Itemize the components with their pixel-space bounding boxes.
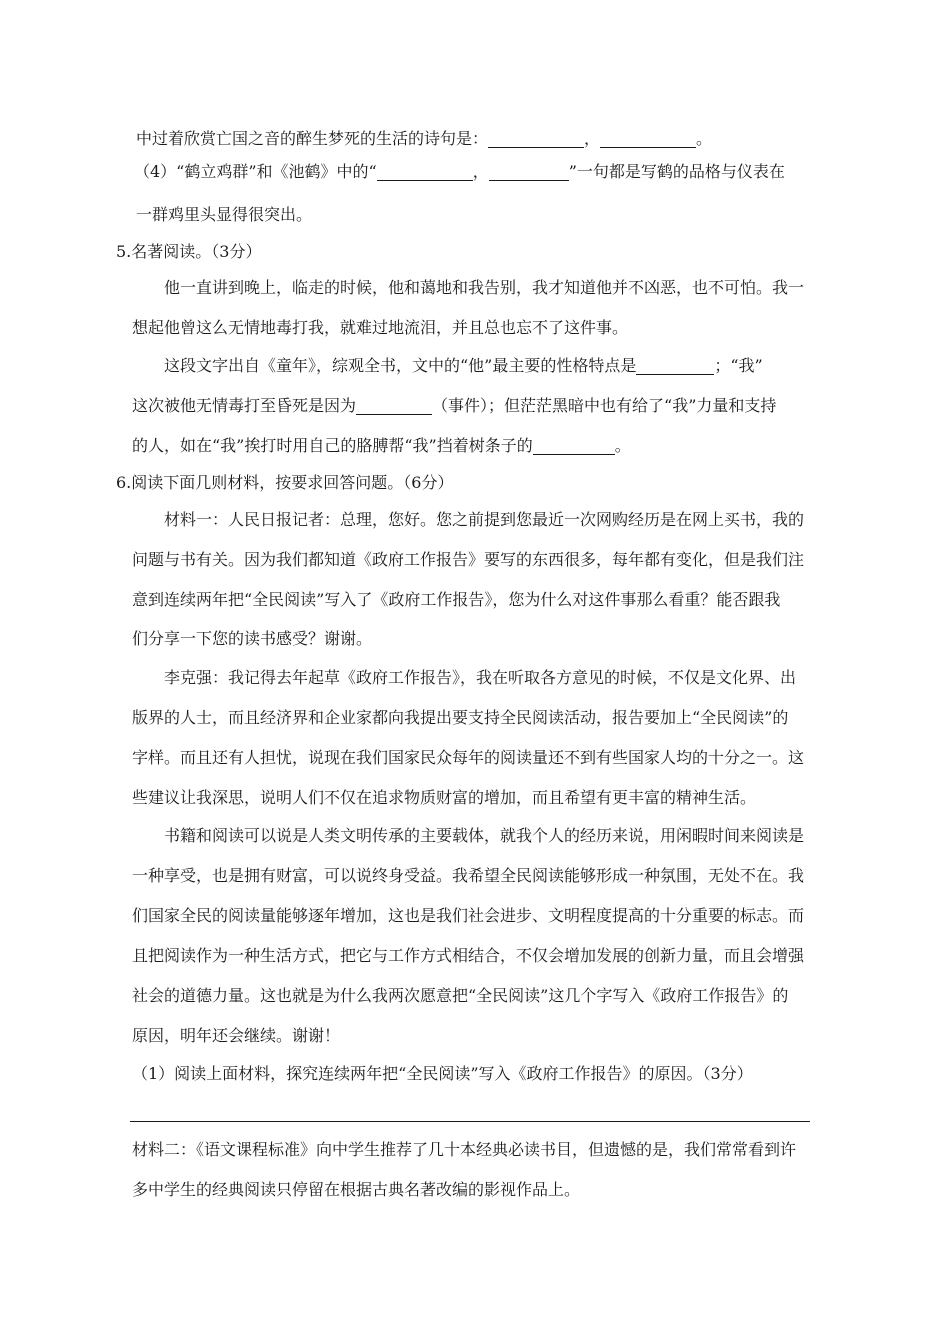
q6-para3-line-5: 社会的道德力量。这也就是为什么我两次愿意把“全民阅读”这几个字写入《政府工作报告》的 (132, 986, 789, 1005)
q6-para3-line-3: 们国家全民的阅读量能够逐年增加，这也是我们社会进步、文明程度提高的十分重要的标志。而 (132, 906, 805, 925)
q5-heading: 5.名著阅读。（3分） (116, 242, 262, 261)
q4-period-1: 。 (696, 129, 713, 148)
q6-para3-line-4: 且把阅读作为一种生活方式，把它与工作方式相结合，不仅会增加发展的创新力量，而且会增强 (132, 946, 805, 965)
q5-question-line-1 (164, 354, 763, 378)
q5-passage-line-2: 想起他曾这么无情地毒打我，就难过地流泪，并且总也忘不了这件事。 (132, 318, 629, 337)
q5-blank-2[interactable] (356, 396, 432, 415)
q5-question-line-2 (132, 394, 776, 418)
q5-question-line-3 (132, 434, 631, 458)
q6-material1-line-3: 意到连续两年把“全民阅读”写入了《政府工作报告》，您为什么对这件事那么看重？能否跟我 (132, 590, 781, 609)
q4-line-1 (136, 127, 712, 151)
q6-para3-line-1: 书籍和阅读可以说是人类文明传承的主要载体，就我个人的经历来说，用闲暇时间来阅读是 (164, 826, 805, 845)
q4-comma-1: ， (584, 129, 601, 148)
q4-text-2: （4）“鹤立鸡群”和《池鹤》中的“ (134, 162, 377, 181)
q6-material1-line-2: 问题与书有关。因为我们都知道《政府工作报告》要写的东西很多，每年都有变化，但是我们注 (132, 550, 805, 569)
q5-text-1: 这段文字出自《童年》，综观全书，文中的“他”最主要的性格特点是 (164, 356, 637, 375)
q6-material1-line-4: 们分享一下您的读书感受？谢谢。 (132, 629, 373, 648)
q6-lkq-line-4: 些建议让我深思，说明人们不仅在追求物质财富的增加，而且希望有更丰富的精神生活。 (132, 788, 757, 807)
q6-para3-line-6: 原因，明年还会继续。谢谢！ (132, 1026, 341, 1045)
q5-passage-line-1: 他一直讲到晚上，临走的时候，他和蔼地和我告别，我才知道他并不凶恶，也不可怕。我一 (164, 278, 805, 297)
q4-blank-1[interactable] (488, 129, 584, 148)
q5-text-5: 的人，如在“我”挨打时用自己的胳膊帮“我”挡着树条子的 (132, 436, 533, 455)
q6-para3-line-2: 一种享受，也是拥有财富，可以说终身受益。我希望全民阅读能够形成一种氛围，无处不在。我 (132, 866, 805, 885)
q4-blank-2[interactable] (600, 129, 696, 148)
q4-line-3: 一群鸡里头显得很突出。 (136, 205, 313, 224)
q4-text-1: 中过着欣赏亡国之音的醉生梦死的生活的诗句是： (136, 129, 489, 148)
q6-material2-line-1: 材料二：《语文课程标准》向中学生推荐了几十本经典必读书目，但遗憾的是，我们常常看到许 (132, 1140, 797, 1159)
q6-lkq-line-1: 李克强：我记得去年起草《政府工作报告》，我在听取各方意见的时候，不仅是文化界、出 (164, 668, 797, 687)
q5-blank-3[interactable] (533, 436, 615, 455)
q5-text-3: 这次被他无情毒打至昏死是因为 (132, 396, 357, 415)
q4-text-3: ”一句都是写鹤的品格与仪表在 (568, 162, 785, 181)
q5-text-2: ；“我” (714, 356, 763, 375)
q6-material2-line-2: 多中学生的经典阅读只停留在根据古典名著改编的影视作品上。 (132, 1180, 581, 1199)
q6-lkq-line-2: 版界的人士，而且经济界和企业家都向我提出要支持全民阅读活动，报告要加上“全民阅读”的 (132, 708, 789, 727)
q4-comma-2: ， (472, 162, 489, 181)
q5-text-6: 。 (614, 436, 631, 455)
q6-answer-line[interactable] (130, 1121, 810, 1122)
q6-lkq-line-3: 字样。而且还有人担忧，说现在我们国家民众每年的阅读量还不到有些国家人均的十分之一。这 (132, 748, 805, 767)
q6-heading: 6.阅读下面几则材料，按要求回答问题。（6分） (116, 473, 454, 492)
q6-material1-line-1: 材料一：人民日报记者：总理，您好。您之前提到您最近一次网购经历是在网上买书，我的 (164, 510, 805, 529)
q4-line-2 (134, 160, 785, 184)
q5-blank-1[interactable] (636, 356, 714, 375)
q6-subquestion-1: （1）阅读上面材料，探究连续两年把“全民阅读”写入《政府工作报告》的原因。（3分） (132, 1064, 753, 1083)
q4-blank-4[interactable] (489, 162, 569, 181)
q4-blank-3[interactable] (377, 162, 473, 181)
q5-text-4: （事件）；但茫茫黑暗中也有给了“我”力量和支持 (432, 396, 777, 415)
